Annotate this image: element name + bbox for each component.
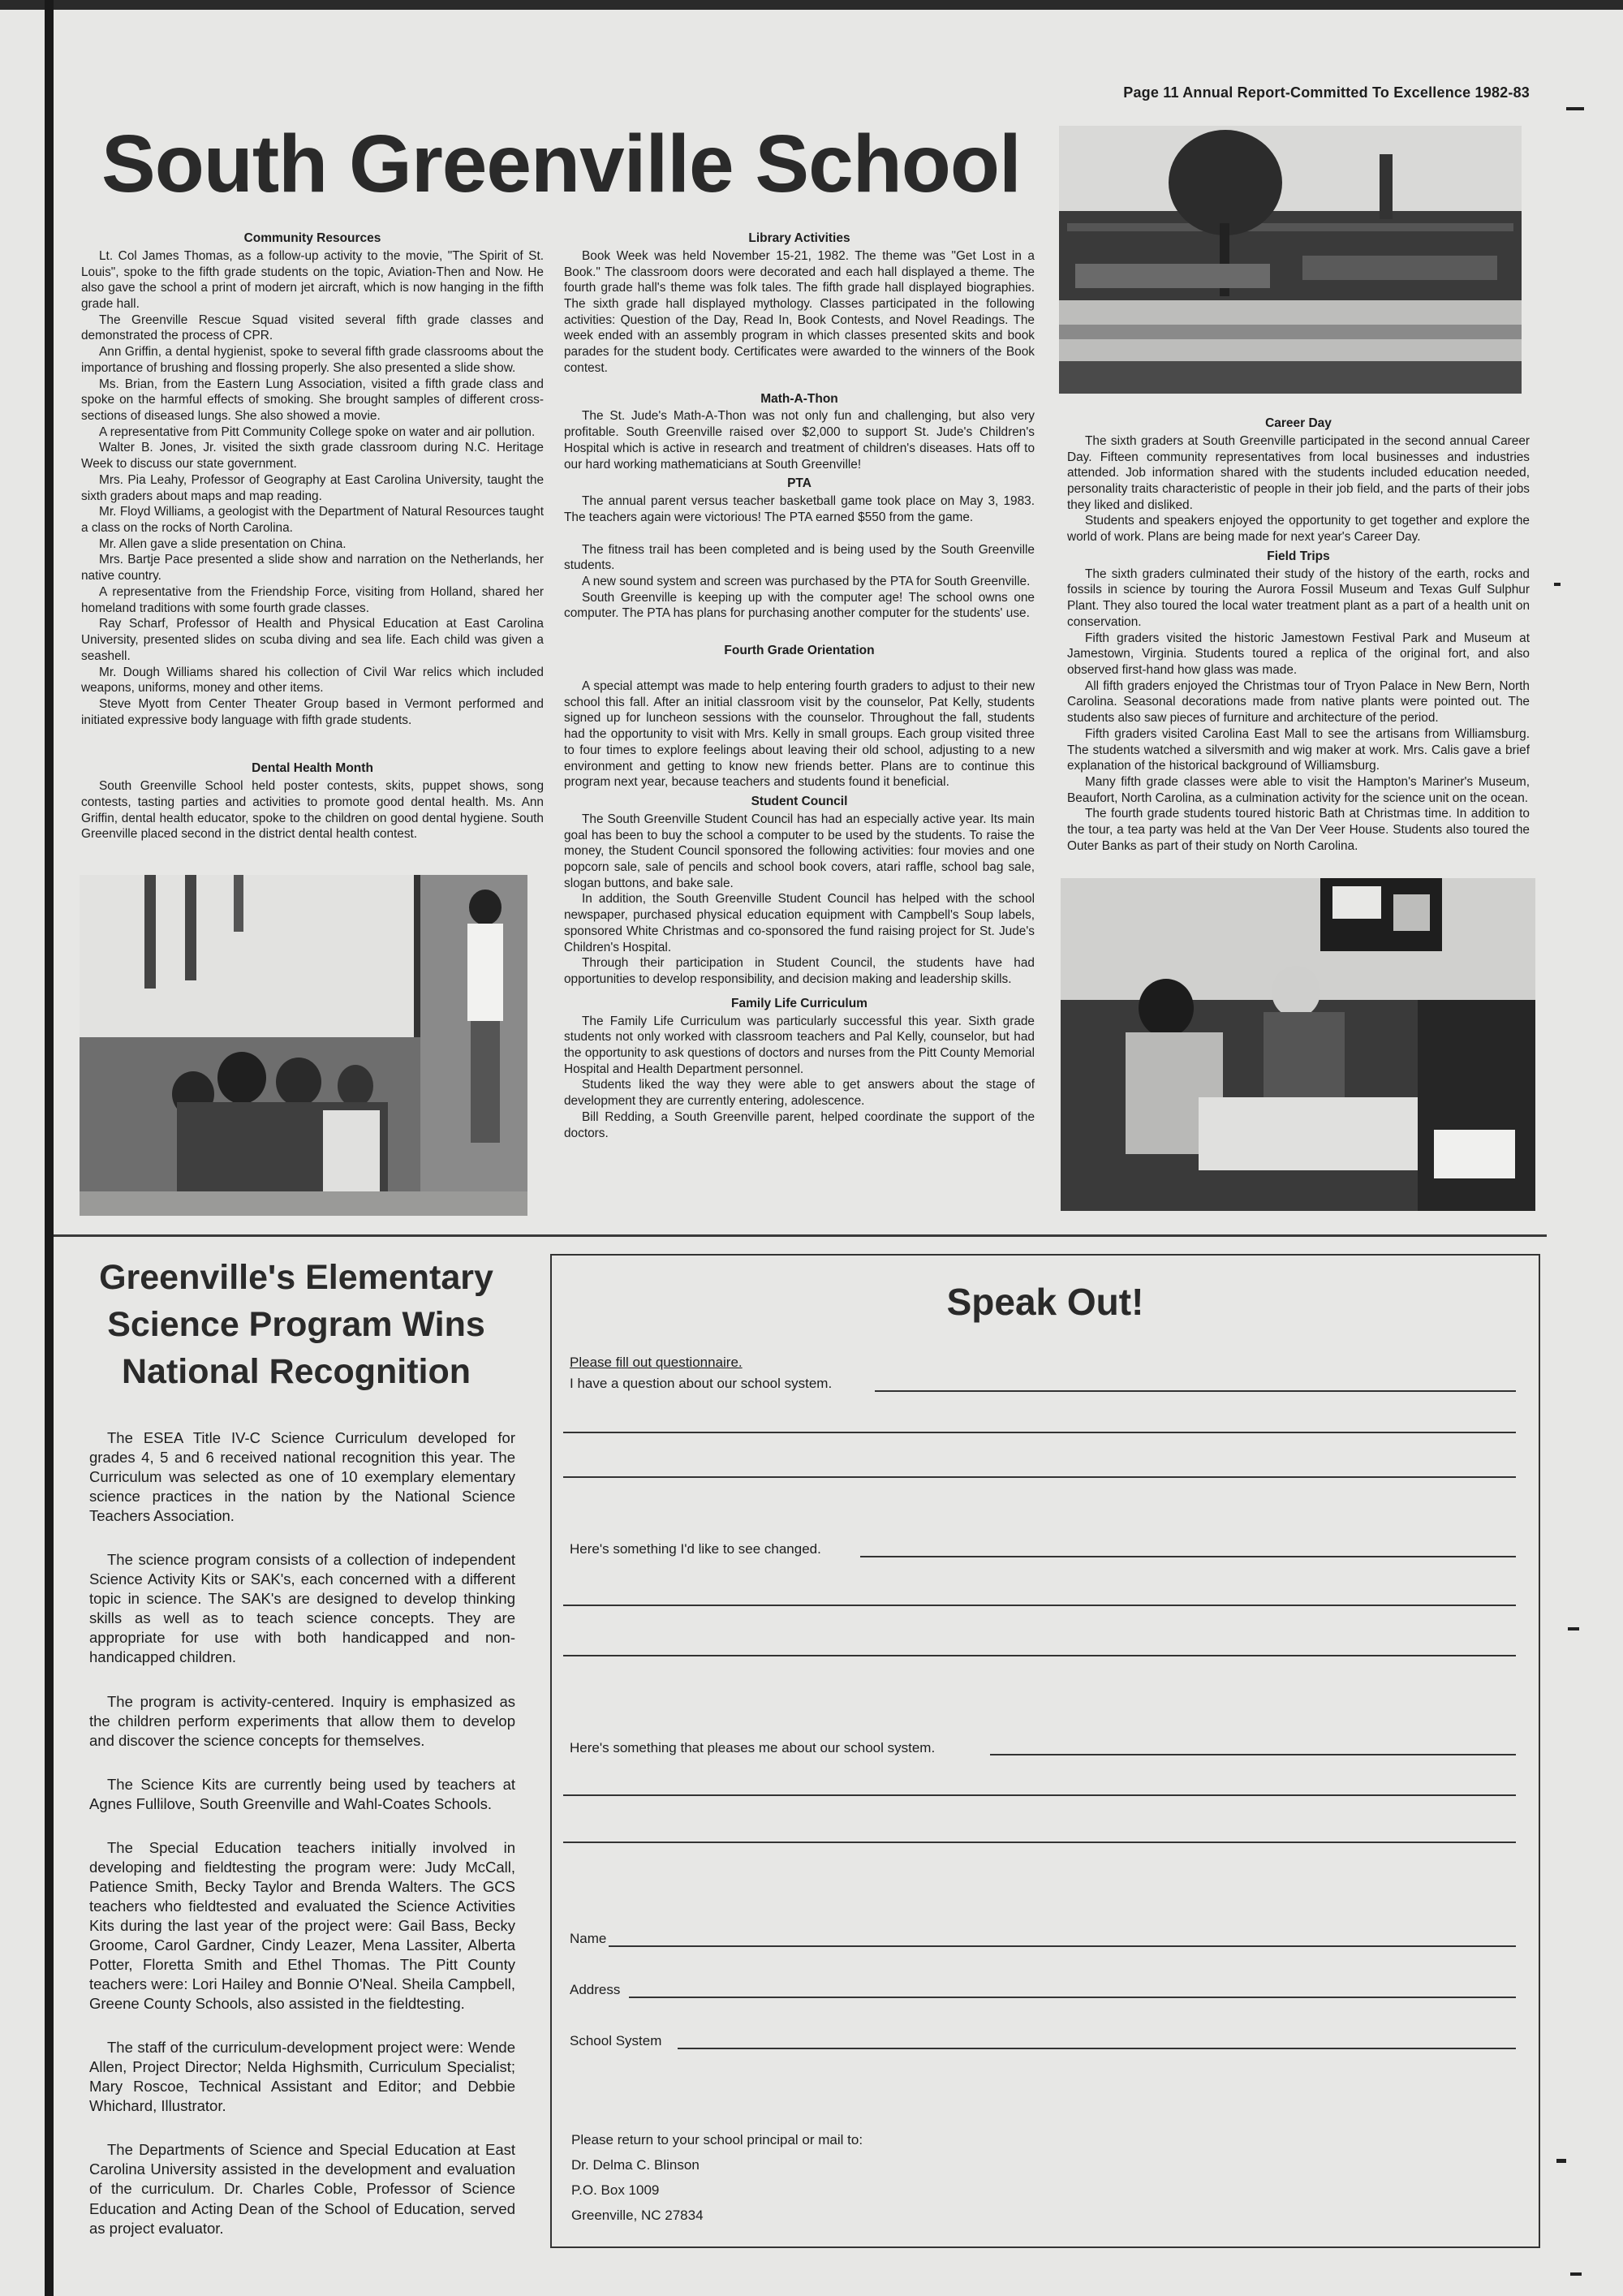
- student-council-text-3: Through their participation in Student Council, the students have had opportunities to develop responsibility, and decision making and leadership skills.: [564, 956, 1035, 987]
- page-binding-edge: [45, 0, 54, 2296]
- science-paragraph-5: The Special Education teachers initially involved in developing and fieldtesting the program were: Judy McCall, Patience Smith, Becky Taylor and Brenda Walters. The GCS teachers who fieldtested and evaluated the Science Activities Kits during the last year of the project were: Gail Bass, Becky Groome, Carol Gardner, Cindy Leazer, Mena Lassiter, Alberta Potter, Floretta Smith and Ethel Thomas. The Pitt County teachers were: Lori Hailey and Bonnie O'Neal. Sheila Campbell, Greene County Schools, also assisted in the fieldtesting.: [89, 1838, 515, 2013]
- field-trips-text-2: Fifth graders visited the historic Jamestown Festival Park and Museum at Jamestown, Virginia. Students toured a replica of the original fort, and also observed first-hand how glass was made.: [1067, 631, 1530, 677]
- community-resources-paragraph: Steve Myott from Center Theater Group based in Vermont performed and initiated expressive body language with fifth grade students.: [81, 696, 544, 727]
- fourth-grade-orientation-heading: Fourth Grade Orientation: [724, 644, 875, 658]
- math-a-thon-heading: Math-A-Thon: [760, 391, 838, 406]
- science-paragraph-2: The science program consists of a collection of independent Science Activity Kits or SAK's, each concerned with a different topic in science. The SAK's are designed to develop thinking skills as well as to teach science concepts. They are appropriate for use with both handicapped and non-handicapped children.: [89, 1551, 515, 1666]
- community-resources-paragraph: Ms. Brian, from the Eastern Lung Association, visited a fifth grade class and spoke on the harmful effects of smoking. She brought samples of different cross-sections of diseased lungs. She also showed a movie.: [81, 377, 544, 424]
- community-resources-paragraph: A representative from Pitt Community College spoke on water and air pollution.: [99, 424, 536, 439]
- scan-mark-2: [1554, 583, 1561, 586]
- speak-out-questionnaire: [550, 1254, 1540, 2248]
- pta-heading: PTA: [787, 476, 812, 491]
- page-header: Page 11 Annual Report-Committed To Excellence 1982-83: [1123, 84, 1530, 101]
- dental-health-text: South Greenville School held poster contests, skits, puppet shows, song contests, tasting parties and activities to promote good dental health. Ms. Ann Griffin, dental health educator, spoke to the children on good dental hygiene. South Greenville placed second in the district dental health contest.: [81, 779, 544, 842]
- community-resources-paragraph: Mr. Allen gave a slide presentation on China.: [99, 536, 347, 551]
- section-divider: [54, 1234, 1547, 1237]
- community-resources-paragraph: Ray Scharf, Professor of Health and Physical Education at East Carolina University, presented slides on scuba diving and sea life. Each child was given a seashell.: [81, 617, 544, 663]
- change-label: Here's something I'd like to see changed.: [570, 1541, 821, 1557]
- science-title-line-2: Science Program Wins: [107, 1305, 485, 1345]
- library-activities-text: Book Week was held November 15-21, 1982. The theme was "Get Lost in a Book." The classroom doors were decorated and each hall displayed a theme. The fourth grade hall's theme was folk tales. The fifth grade hall displayed biographies. The sixth grade hall displayed mythology. Classes participated in the following activities: Question of the Day, Read In, Book Contests, and Novel Readings. The week ended with an assembly program in which classes presented skits and book parades for the student body. Certificates were awarded to the winners of the Book contest.: [564, 248, 1035, 375]
- scan-mark-4: [1556, 2159, 1566, 2163]
- fourth-grade-orientation-text: A special attempt was made to help entering fourth graders to adjust to their new school this fall. After an initial classroom visit by the counselor, Pat Kelly, students signed up for luncheon sessions with the counselor. Throughout the fall, students had the opportunity to visit with Mrs. Kelly in small groups. Each group visited three to four times to explore feelings about leaving their old school, adjusting to a new environment and getting to know new friends better. Plans are to continue this program next year, because teachers and students found it beneficial.: [564, 678, 1035, 790]
- community-resources-paragraph: Lt. Col James Thomas, as a follow-up activity to the movie, "The Spirit of St. Louis", spoke to the fifth grade students on the topic, Aviation-Then and Now. He also gave the school a print of modern jet aircraft, which is now hanging in the fifth grade hall.: [81, 248, 544, 311]
- pleases-answer-line-3[interactable]: [563, 1842, 1516, 1843]
- questionnaire-instruction: Please fill out questionnaire.: [570, 1355, 743, 1370]
- family-life-text-3: Bill Redding, a South Greenville parent, helped coordinate the support of the doctors.: [564, 1109, 1035, 1140]
- classroom-photo: [1061, 878, 1535, 1211]
- family-life-text-2: Students liked the way they were able to get answers about the stage of development they are currently entering, adolescence.: [564, 1078, 1035, 1109]
- field-trips-text-5: Many fifth grade classes were able to visit the Hampton's Mariner's Museum, Beaufort, North Carolina, as a culmination activity for the science unit on the ocean.: [1067, 775, 1530, 805]
- math-a-thon-text: The St. Jude's Math-A-Thon was not only fun and challenging, but also very profitable. South Greenville raised over $2,000 to support St. Jude's Children's Hospital which is active in research and treatment of children's diseases. Hats off to our hard working mathematicians at South Greenville!: [564, 409, 1035, 472]
- field-trips-text-1: The sixth graders culminated their study of the history of the earth, rocks and fossils in science by touring the Aurora Fossil Museum and Texas Gulf Sulphur Plant. They also toured the local water treatment plant as a part of a health unit on conservation.: [1067, 566, 1530, 629]
- scan-mark-3: [1568, 1627, 1579, 1630]
- address-label: Address: [570, 1982, 621, 1997]
- students-outdoors-photo: [80, 875, 527, 1216]
- school-building-photo: [1059, 126, 1522, 394]
- scan-mark-5: [1570, 2272, 1582, 2276]
- pta-text-4: South Greenville is keeping up with the computer age! The school owns one computer. The PTA has plans for purchasing another computer for the students' use.: [564, 590, 1035, 621]
- dental-health-heading: Dental Health Month: [252, 761, 373, 776]
- column-two: [564, 227, 1035, 1141]
- field-trips-heading: Field Trips: [1267, 549, 1330, 563]
- library-activities-heading: Library Activities: [748, 231, 850, 245]
- name-label: Name: [570, 1931, 607, 1946]
- question-answer-line-2[interactable]: [563, 1432, 1516, 1433]
- community-resources-text: [81, 248, 544, 729]
- change-answer-line-2[interactable]: [563, 1605, 1516, 1606]
- family-life-text-1: The Family Life Curriculum was particularly successful this year. Sixth grade students not only worked with classroom teachers and Pal Kelly, counselor, but had the opportunity to ask questions of doctors and nurses from the Pitt County Memorial Hospital and Health Department personnel.: [564, 1014, 1035, 1076]
- question-label: I have a question about our school system.: [570, 1376, 833, 1391]
- pleases-answer-line-1[interactable]: [990, 1754, 1516, 1755]
- community-resources-paragraph: Walter B. Jones, Jr. visited the sixth grade classroom during N.C. Heritage Week to discuss our state government.: [81, 441, 544, 472]
- community-resources-paragraph: Ann Griffin, a dental hygienist, spoke to several fifth grade classrooms about the importance of brushing and flossing properly. She also presented a slide show.: [81, 345, 544, 375]
- return-address: [571, 2128, 863, 2229]
- science-paragraph-7: The Departments of Science and Special Education at East Carolina University assisted in the development and evaluation of the curriculum. Dr. Charles Coble, Professor of Science Education and Acting Dean of the School of Education, served as project evaluator.: [89, 2141, 515, 2237]
- science-paragraph-1: The ESEA Title IV-C Science Curriculum developed for grades 4, 5 and 6 received national recognition this year. The Curriculum was selected as one of 10 exemplary elementary science practices in the nation by the National Science Teachers Association.: [89, 1429, 515, 1525]
- column-three: [1067, 412, 1530, 855]
- scan-mark-1: [1566, 107, 1584, 110]
- career-day-text-2: Students and speakers enjoyed the opportunity to get together and explore the world of work. Plans are being made for next year's Career Day.: [1067, 514, 1530, 545]
- speak-out-title: Speak Out!: [946, 1281, 1144, 1323]
- return-name: Dr. Delma C. Blinson: [571, 2156, 700, 2173]
- return-instruction: Please return to your school principal or mail to:: [571, 2132, 863, 2147]
- change-answer-line-3[interactable]: [563, 1655, 1516, 1656]
- masthead-title: South Greenville School: [101, 118, 1021, 209]
- science-article-body: [89, 1428, 515, 2263]
- community-resources-paragraph: Mrs. Pia Leahy, Professor of Geography at East Carolina University, taught the sixth graders about maps and map reading.: [81, 472, 544, 503]
- family-life-heading: Family Life Curriculum: [731, 996, 867, 1010]
- community-resources-paragraph: Mr. Floyd Williams, a geologist with the Department of Natural Resources taught a class on the rocks of North Carolina.: [81, 505, 544, 536]
- return-city: Greenville, NC 27834: [571, 2207, 704, 2223]
- address-field-line[interactable]: [629, 1997, 1516, 1998]
- pta-text-2: The fitness trail has been completed and is being used by the South Greenville students.: [564, 542, 1035, 573]
- name-field-line[interactable]: [609, 1945, 1516, 1947]
- science-article-title: [85, 1254, 507, 1395]
- community-resources-paragraph: Mrs. Bartje Pace presented a slide show and narration on the Netherlands, her native country.: [81, 553, 544, 584]
- pleases-label: Here's something that pleases me about our school system.: [570, 1740, 936, 1755]
- question-answer-line-1[interactable]: [875, 1390, 1516, 1392]
- pta-text-3: A new sound system and screen was purchased by the PTA for South Greenville.: [582, 574, 1031, 588]
- student-council-text-2: In addition, the South Greenville Student Council has helped with the school newspaper, purchased physical education equipment with Campbell's Soup labels, sponsored White Christmas and co-sponsored the fund raising project for St. Jude's Children's Hospital.: [564, 892, 1035, 954]
- pleases-answer-line-2[interactable]: [563, 1794, 1516, 1796]
- student-council-text-1: The South Greenville Student Council has had an especially active year. Its main goal has been to buy the school a computer to be used by the students. To raise the money, the Student Council sponsored the following activities: four movies and one popcorn sale, sale of pencils and school book covers, atari raffle, school bag sale, slogan buttons, and bake sale.: [564, 812, 1035, 890]
- field-trips-text-6: The fourth grade students toured historic Bath at Christmas time. In addition to the tour, a tea party was held at the Van Der Veer House. Students also toured the Outer Banks as part of their study on North Carolina.: [1067, 807, 1530, 853]
- science-paragraph-6: The staff of the curriculum-development project were: Wende Allen, Project Director; Nelda Highsmith, Curriculum Specialist; Mary Roscoe, Technical Assistant and Editor; and Debbie Whichard, Illustrator.: [89, 2039, 515, 2115]
- career-day-heading: Career Day: [1265, 416, 1332, 430]
- student-council-heading: Student Council: [751, 795, 848, 808]
- career-day-text-1: The sixth graders at South Greenville participated in the second annual Career Day. Fifteen community representatives from local businesses and industries attended. Job information shared with the students included education needed, personality traits characteristic of people in their job field, and the parts of their jobs they liked and disliked.: [1067, 433, 1530, 512]
- column-one: [81, 227, 544, 842]
- community-resources-paragraph: The Greenville Rescue Squad visited several fifth grade classes and demonstrated the process of CPR.: [81, 312, 544, 343]
- field-trips-text-4: Fifth graders visited Carolina East Mall to see the artisans from Williamsburg. The students watched a silversmith and wig maker at work. Mrs. Calis gave a brief explanation of the historical background of Williamsburg.: [1067, 726, 1530, 773]
- return-po-box: P.O. Box 1009: [571, 2182, 660, 2198]
- community-resources-paragraph: A representative from the Friendship Force, visiting from Holland, shared her homeland traditions with some fourth grade classes.: [81, 584, 544, 615]
- community-resources-paragraph: Mr. Dough Williams shared his collection of Civil War relics which included weapons, uniforms, money and other items.: [81, 665, 544, 696]
- field-trips-text-3: All fifth graders enjoyed the Christmas tour of Tryon Palace in New Bern, North Carolina. Seasonal decorations made from native plants were pointed out. The students also saw pieces of furniture and architecture of the period.: [1067, 678, 1530, 726]
- change-answer-line-1[interactable]: [860, 1556, 1516, 1557]
- science-title-line-1: Greenville's Elementary: [99, 1258, 493, 1297]
- school-system-label: School System: [570, 2033, 662, 2048]
- page-top-edge: [0, 0, 1623, 10]
- school-system-field-line[interactable]: [678, 2048, 1516, 2049]
- community-resources-heading: Community Resources: [243, 231, 381, 245]
- question-answer-line-3[interactable]: [563, 1476, 1516, 1478]
- science-title-line-3: National Recognition: [122, 1352, 471, 1392]
- science-paragraph-3: The program is activity-centered. Inquiry is emphasized as the children perform experiments that allow them to develop and discover the science concepts for themselves.: [89, 1692, 515, 1749]
- science-paragraph-4: The Science Kits are currently being used by teachers at Agnes Fullilove, South Greenville and Wahl-Coates Schools.: [89, 1775, 515, 1812]
- pta-text-1: The annual parent versus teacher basketball game took place on May 3, 1983. The teachers again were victorious! The PTA earned $550 from the game.: [564, 494, 1035, 524]
